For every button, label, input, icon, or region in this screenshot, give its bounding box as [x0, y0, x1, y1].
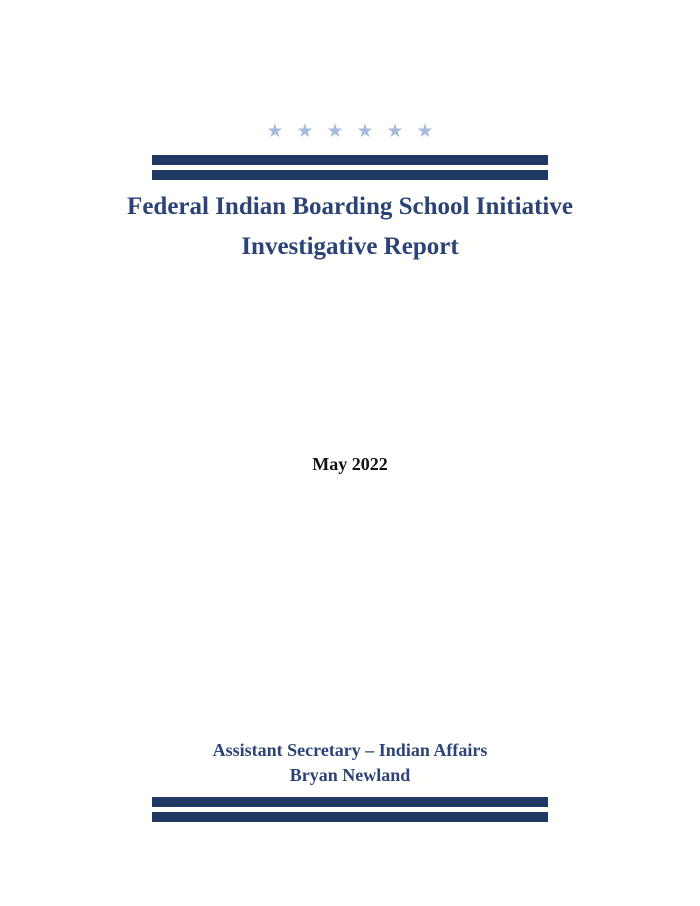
- bottom-rule-upper-bar: [152, 797, 548, 807]
- author-title: Assistant Secretary – Indian Affairs: [212, 740, 488, 760]
- bottom-double-rule: [152, 797, 548, 822]
- publication-date: May 2022: [312, 454, 388, 474]
- top-rule-lower-bar: [152, 170, 548, 180]
- report-title-line1: Federal Indian Boarding School Initiative: [127, 193, 573, 220]
- top-rule-upper-bar: [152, 155, 548, 165]
- author-name: Bryan Newland: [289, 765, 411, 785]
- top-double-rule: [152, 155, 548, 180]
- report-title-line2: Investigative Report: [241, 233, 459, 260]
- stars-decoration-icon: ★★★★★★: [266, 120, 447, 142]
- bottom-rule-lower-bar: [152, 812, 548, 822]
